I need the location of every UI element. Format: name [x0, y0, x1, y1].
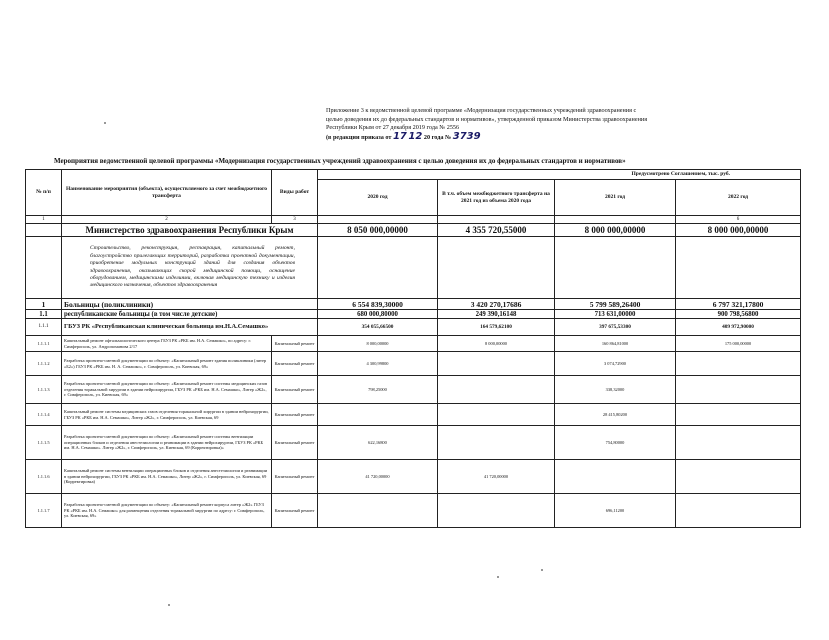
item-num: 1.1.1.4: [26, 404, 62, 426]
col-number-3: 3: [272, 216, 318, 224]
annex-edition-day: 17: [392, 130, 407, 142]
section-1-1-1-num: 1.1.1: [26, 319, 62, 336]
item-2022: 175 000,00000: [676, 336, 801, 352]
item-2021: 160 864,81000: [555, 336, 676, 352]
annex-header: [326, 107, 686, 142]
item-type: Капитальный ремонт: [272, 404, 318, 426]
section-1-2020: 6 554 839,30000: [318, 299, 438, 310]
ministry-row: [26, 224, 801, 237]
section-1-name: Больницы (поликлиники): [62, 299, 318, 310]
item-num: 1.1.1.2: [26, 352, 62, 376]
section-1-1-2020: 680 000,80000: [318, 310, 438, 319]
annex-edition-number: 3739: [452, 130, 481, 142]
table-row: [26, 426, 801, 460]
item-incl: 41 720,00000: [438, 460, 555, 494]
ministry-2020: 8 050 000,00000: [318, 224, 438, 237]
section-1-1-name: республиканские больницы (в том числе детские): [62, 310, 318, 319]
item-name: Капитальный ремонт системы медицинских газов отделения торакальной хирургии в здании нейрохирургии, ГБУЗ РК «РКБ им. Н.А. Семашко», Литер «Ж2», г. Симферополь, ул. Киевская, 69: [62, 404, 272, 426]
annex-line-3: Республики Крым от 27 декабря 2019 года № 2556: [326, 124, 460, 132]
header-2021: 2021 год: [555, 180, 676, 216]
item-2022: [676, 426, 801, 460]
section-1-1-1-name: ГБУЗ РК «Республиканская клиническая больница им.Н.А.Семашко»: [62, 319, 318, 336]
item-name: Разработка проектно-сметной документации по объекту: «Капитальный ремонт здания поликлиники (литер «Б2») ГБУЗ РК «РКБ им. Н. А. Семашко», г. Симферополь, ул. Киевская, 69»: [62, 352, 272, 376]
item-incl: [438, 352, 555, 376]
header-name: Наименование мероприятия (объекта), осуществляемого за счет межбюджетного трансферта: [62, 170, 272, 216]
section-1-1-1-2020: 354 055,66500: [318, 319, 438, 336]
ministry-2022: 8 000 000,00000: [676, 224, 801, 237]
header-2022: 2022 год: [676, 180, 801, 216]
item-incl: 8 000,00000: [438, 336, 555, 352]
item-2020: 4 300,99800: [318, 352, 438, 376]
col-number-1: 1: [26, 216, 62, 224]
ministry-incl: 4 355 720,55000: [438, 224, 555, 237]
item-2021: [555, 460, 676, 494]
item-name: Разработка проектно-сметной документации по объекту: «Капитальный ремонт системы вентиляции операционных блоков и отделения анестезиологии и реанимации в здании нейрохирургии, ГБУЗ РК «РКБ им. Н.А. Семашко». Литер «Ж2», г. Симферополь, ул. Киевская, 69 (Корректировка)»: [62, 426, 272, 460]
document-title: Мероприятия ведомственной целевой программы «Модернизация государственных учреждений здравоохранения с целью доведения их до федеральных стандартов и нормативов»: [54, 157, 626, 165]
item-num: 1.1.1.5: [26, 426, 62, 460]
table-row: [26, 336, 801, 352]
section-1-1-1-row: [26, 319, 801, 336]
item-incl: [438, 494, 555, 528]
header-type: Виды работ: [272, 170, 318, 216]
header-2020: 2020 год: [318, 180, 438, 216]
table-row: [26, 460, 801, 494]
section-1-2021: 5 799 589,26400: [555, 299, 676, 310]
col-number-7: 6: [676, 216, 801, 224]
annex-edition-year-suffix: года №: [431, 133, 452, 141]
item-incl: [438, 426, 555, 460]
ministry-2021: 8 000 000,00000: [555, 224, 676, 237]
measures-table: [25, 169, 801, 528]
item-2022: [676, 352, 801, 376]
item-2021: 28 415,80200: [555, 404, 676, 426]
col-number-5: [438, 216, 555, 224]
item-num: 1.1.1.6: [26, 460, 62, 494]
header-incl: В т.ч. объем межбюджетного трансферта на 2021 год из объема 2020 года: [438, 180, 555, 216]
item-2022: [676, 460, 801, 494]
header-num: № п/п: [26, 170, 62, 216]
item-num: 1.1.1.1: [26, 336, 62, 352]
section-1-1-incl: 249 390,16148: [438, 310, 555, 319]
table-row: [26, 404, 801, 426]
item-name: Капитальный ремонт офтальмологического центра ГБУЗ РК «РКБ им. Н.А. Семашко», по адресу: г. Симферополь, ул. Андропоманова 2/17: [62, 336, 272, 352]
item-2020: 41 720,00000: [318, 460, 438, 494]
annex-edition-month: 12: [408, 130, 423, 142]
item-type: Капитальный ремонт: [272, 426, 318, 460]
section-1-1-1-2021: 397 675,53300: [555, 319, 676, 336]
item-2020: [318, 404, 438, 426]
item-2020: 8 000,00000: [318, 336, 438, 352]
section-1-row: [26, 299, 801, 310]
annex-line-2: целью доведения их до федеральных стандартов и нормативов», утвержденной приказом Министерства здравоохранения: [326, 115, 648, 123]
section-1-1-num: 1.1: [26, 310, 62, 319]
section-1-1-2022: 900 798,56800: [676, 310, 801, 319]
annex-edition-prefix: (в редакции приказа от: [326, 133, 392, 141]
item-type: Капитальный ремонт: [272, 494, 318, 528]
section-1-num: 1: [26, 299, 62, 310]
item-2020: [318, 494, 438, 528]
item-2022: [676, 494, 801, 528]
ministry-name: Министерство здравоохранения Республики Крым: [62, 224, 318, 237]
col-number-4: [318, 216, 438, 224]
section-1-1-1-2022: 409 972,90000: [676, 319, 801, 336]
section-1-1-1-incl: 164 579,62100: [438, 319, 555, 336]
scan-speck: [168, 604, 170, 606]
col-number-2: 2: [62, 216, 272, 224]
item-name: Капитальный ремонт системы вентиляции операционных блоков и отделения анестезиологии и реанимации в здании нейрохирургии, ГБУЗ РК «РКБ им. Н.А. Семашко», Литер «Ж2», г. Симферополь, ул. Киевская, 69 (Корректировка): [62, 460, 272, 494]
col-number-6: [555, 216, 676, 224]
program-description: Строительство, реконструкция, реставрация, капитальный ремонт, благоустройство прилегающих территорий, разработка проектной документации, приобретение модульных конструкций зданий для создания объектов здравоохранения, оказывающих скорой медицинской помощи, оснащение оборудованием, медицинскими изделиями, включая медицинскую технику и изделия медицинского назначения, объектов здравоохранения: [62, 237, 318, 299]
table-row: [26, 376, 801, 404]
item-2021: 696,11200: [555, 494, 676, 528]
item-type: Капитальный ремонт: [272, 336, 318, 352]
annex-line-4: [326, 130, 686, 143]
header-row-group: [26, 170, 801, 180]
item-2021: 3 074,72900: [555, 352, 676, 376]
scan-speck: [541, 569, 543, 571]
scan-speck: [104, 122, 106, 124]
item-2020: 798,25000: [318, 376, 438, 404]
item-incl: [438, 376, 555, 404]
column-number-row: [26, 216, 801, 224]
section-1-incl: 3 420 270,17686: [438, 299, 555, 310]
item-2022: [676, 376, 801, 404]
section-1-1-row: [26, 310, 801, 319]
item-name: Разработка проектно-сметной документации по объекту: «Капитальный ремонт системы медицинских газов отделения торакальной хирургии в здании нейрохирургии, ГБУЗ РК «РКБ им. Н.А. Семашко», Литер «Ж2», г. Симферополь, ул. Киевская, 69»: [62, 376, 272, 404]
table-row: [26, 352, 801, 376]
item-2022: [676, 404, 801, 426]
item-type: Капитальный ремонт: [272, 460, 318, 494]
table-row: [26, 494, 801, 528]
scan-speck: [497, 576, 499, 578]
section-1-2022: 6 797 321,17800: [676, 299, 801, 310]
item-incl: [438, 404, 555, 426]
item-type: Капитальный ремонт: [272, 352, 318, 376]
item-2021: 338,32000: [555, 376, 676, 404]
annex-line-1: Приложение 3 к ведомственной целевой программе «Модернизация государственных учреждений здравоохранения с: [326, 107, 637, 114]
section-1-1-2021: 713 631,00000: [555, 310, 676, 319]
item-2020: 622,16800: [318, 426, 438, 460]
description-row: [26, 237, 801, 299]
header-group: Предусмотрено Соглашением, тыс. руб.: [318, 170, 801, 180]
annex-edition-year: 20: [423, 133, 431, 141]
item-num: 1.1.1.7: [26, 494, 62, 528]
item-2021: 754,80000: [555, 426, 676, 460]
item-name: Разработка проектно-сметной документации по объекту: «Капитальный ремонт корпуса литер «Ж2» ГБУЗ РК «РКБ им. Н.А. Семашко» для размещения отделения торакальной хирургии по адресу: г. Симферополь, ул. Киевская, 69»: [62, 494, 272, 528]
item-type: Капитальный ремонт: [272, 376, 318, 404]
item-num: 1.1.1.3: [26, 376, 62, 404]
